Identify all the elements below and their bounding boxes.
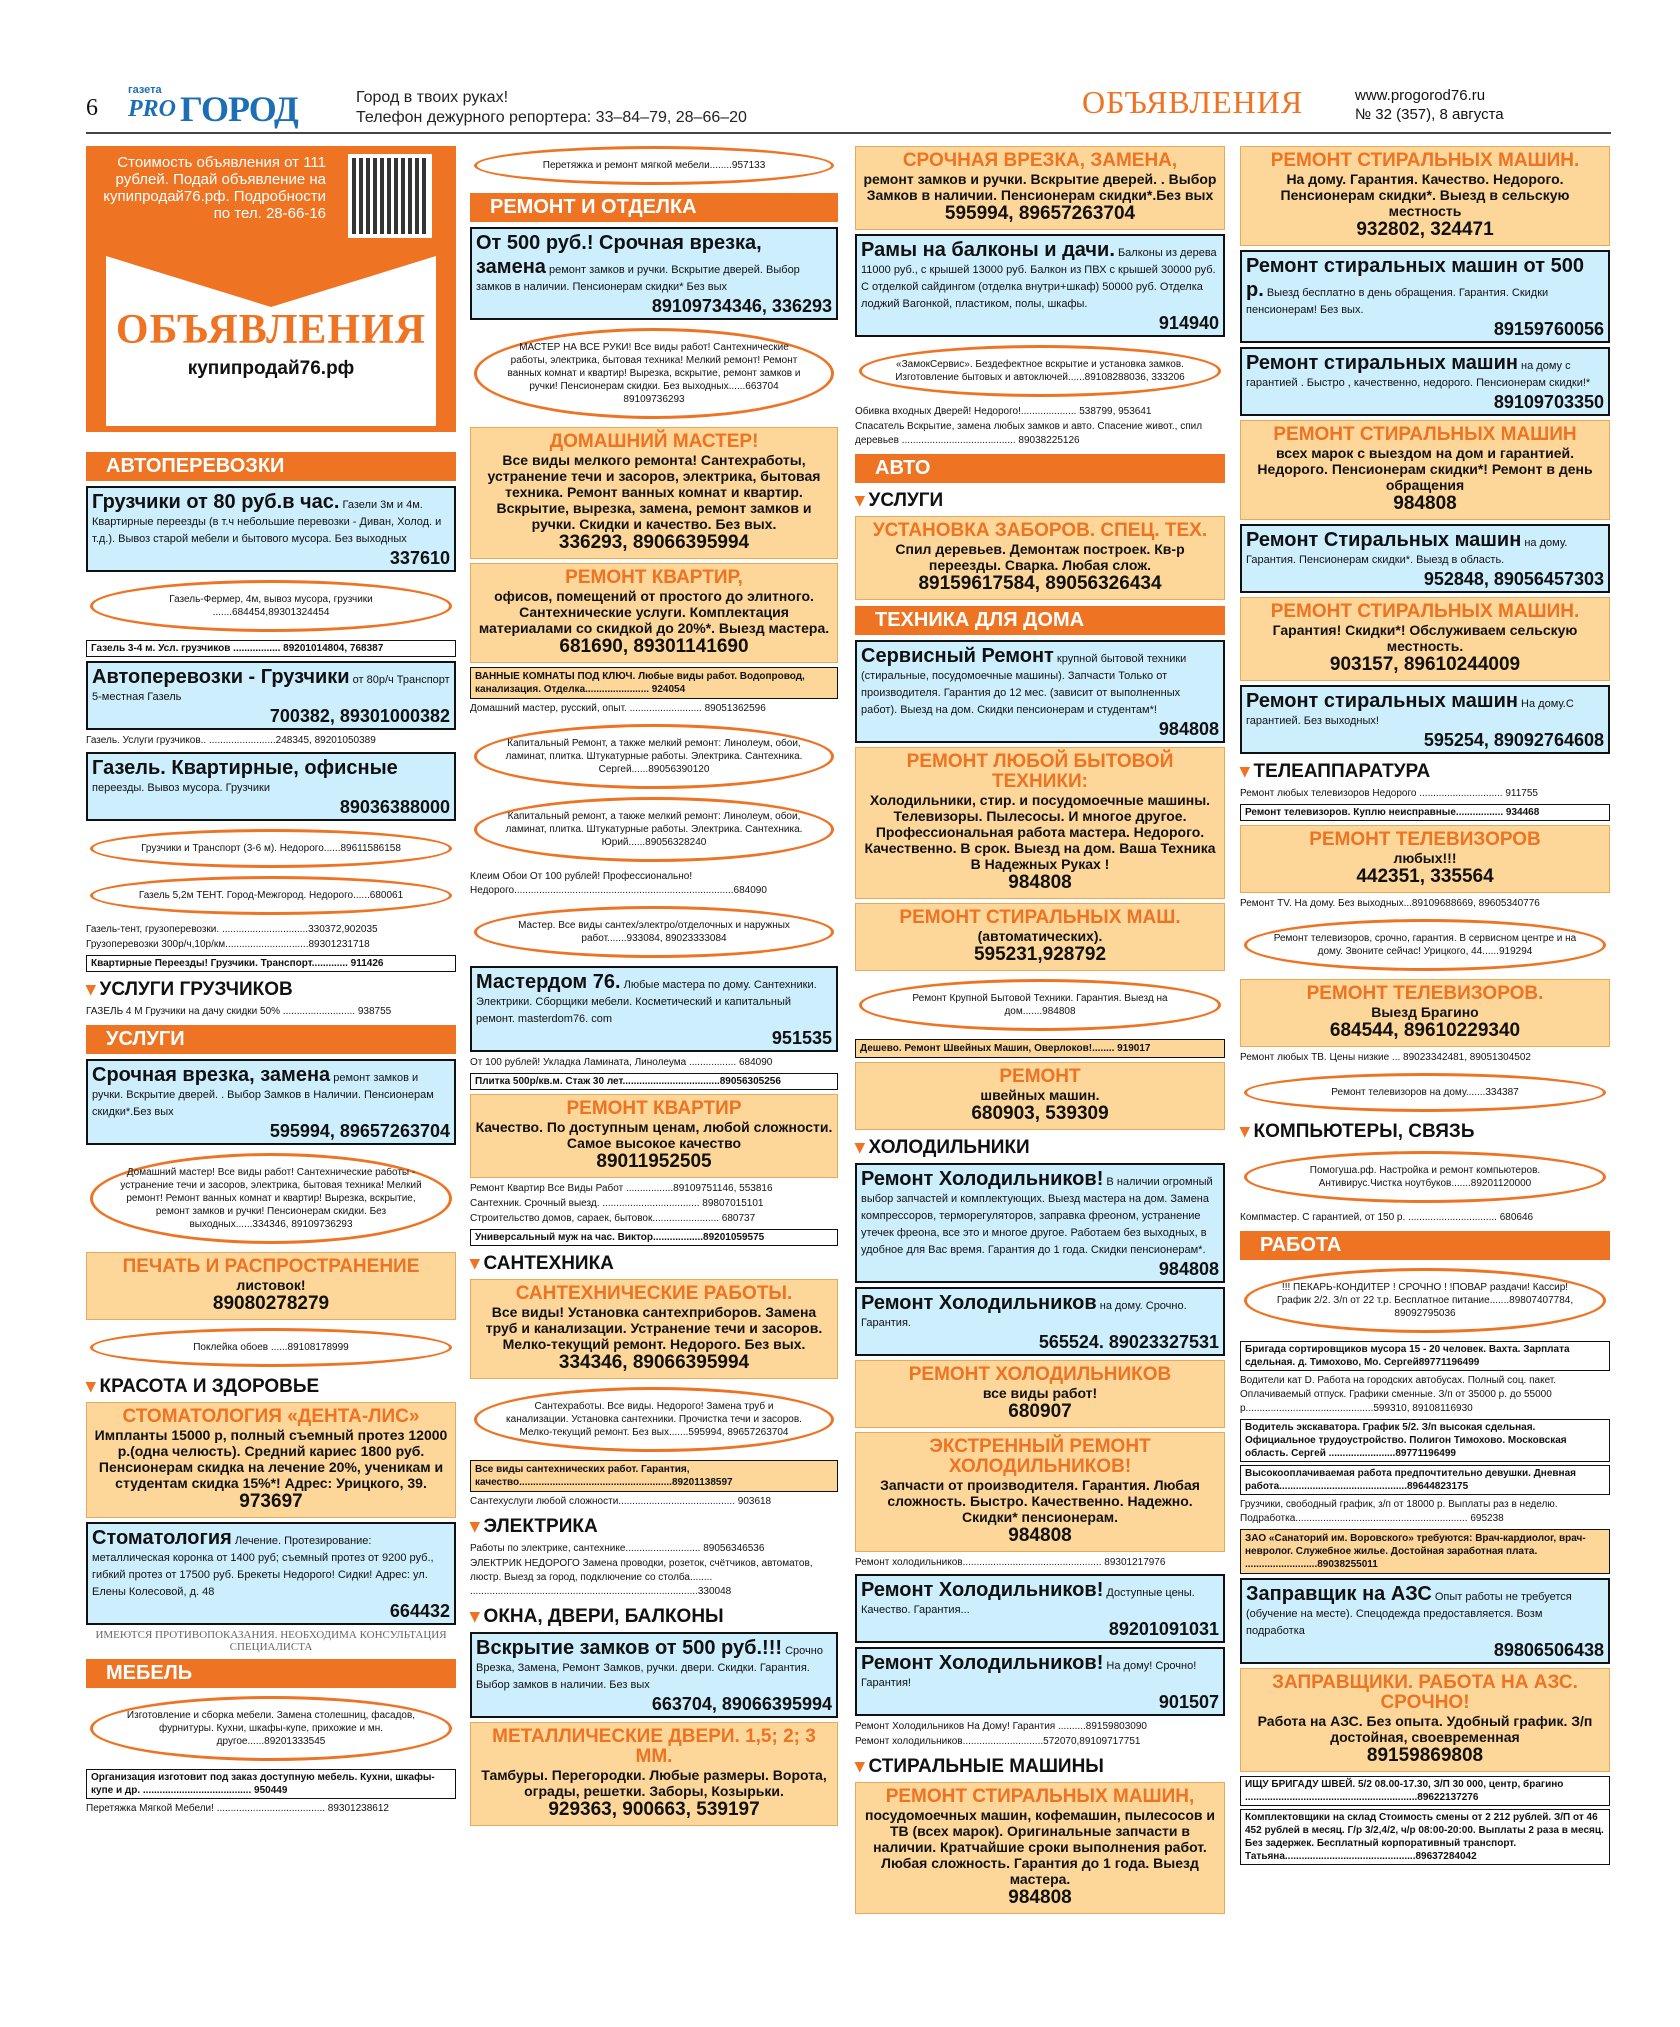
boxed-ad: Бригада сортировщиков мусора 15 - 20 человек. Вахта. Зарплата сдельная. д. Тимохово, Мо. Сергей89771196499 xyxy=(1240,1341,1610,1371)
line-ad: Домашний мастер, русский, опыт. .......................... 89051362596 xyxy=(470,703,766,714)
subcategory-header: ▾ ЭЛЕКТРИКА xyxy=(470,1515,838,1538)
boxed-ad: Универсальный муж на час. Виктор..................89201059575 xyxy=(470,1229,838,1246)
promo-block: Стоимость объявления от 111 рублей. Подай объявление на купипродай76.рф. Подробности по тел. 28-66-16 ОБЪЯВЛЕНИЯ купипродай76.рф xyxy=(86,146,456,432)
circled-ad: Грузчики и Транспорт (3-6 м). Недорого......89611586158 xyxy=(90,829,452,868)
page-header xyxy=(0,0,1680,140)
yellow-ad: Дешево. Ремонт Швейных Машин, Оверлоков!........ 919017 xyxy=(855,1039,1225,1058)
ad-block: Грузчики от 80 руб.в час. Газели 3м и 4м. Квартирные переезды (в т.ч небольшие перевозки - Диван, Холод. и т.д.). Вывоз старой мебели и бытового мусора. Без выходных 337610 xyxy=(86,486,456,572)
ad-block: Мастердом 76. Любые мастера по дому. Сантехники. Электрики. Сборщики мебели. Косметический и капитальный ремонт. masterdom76. com 951535 xyxy=(470,966,838,1052)
yellow-ad: ЗАО «Санаторий им. Воровского» требуются: Врач-кардиолог, врач-невролог. Служебное жилье. Достойная заработная плата. ..........................89038255011 xyxy=(1240,1529,1610,1574)
highlight-ad: РЕМОНТ СТИРАЛЬНЫХ МАШИН. Гарантия! Скидки*! Обслуживаем сельскую местность. 903157, 89610244009 xyxy=(1240,597,1610,681)
line-ad: От 100 рублей! Укладка Ламината, Линолеума ................. 684090 xyxy=(470,1057,773,1068)
line-ad: Ремонт Холодильников На Дому! Гарантия ..........89159803090 xyxy=(855,1721,1147,1732)
highlight-ad: ДОМАШНИЙ МАСТЕР! Все виды мелкого ремонта! Сантехработы, устранение течи и засоров, электрика, бытовая техника. Ремонт ванных комнат и квартир. Вскрытие, вырезка, замена, ремонт замков и ручки. Скидки и качество. Без вых. 336293, 89066395994 xyxy=(470,427,838,559)
subcategory-header: ▾ СТИРАЛЬНЫЕ МАШИНЫ xyxy=(855,1755,1225,1778)
subcategory-header: ▾ ХОЛОДИЛЬНИКИ xyxy=(855,1136,1225,1159)
line-ad: Ремонт холодильников.................................................. 89301217976 xyxy=(855,1557,1166,1568)
boxed-ad: Комплектовщики на склад Стоимость смены от 2 212 рублей. З/П от 46 452 рублей в месяц. Г/р 3/2,4/2, ч/р 08:00-20:00. Выплаты 2 раза в месяц. Без задержек. Бесплатный корпоративный транспорт. Татьяна...............................................89637284042 xyxy=(1240,1809,1610,1865)
line-ad: Ремонт любых ТВ. Цены низкие ... 89023342481, 89051304502 xyxy=(1240,1052,1531,1063)
highlight-ad: САНТЕХНИЧЕСКИЕ РАБОТЫ. Все виды! Установка сантехприборов. Замена труб и канализации. Устранение течи и засоров. Мелко-текущий ремонт. Недорого. Без вых. 334346, 89066395994 xyxy=(470,1279,838,1379)
highlight-ad: РЕМОНТ СТИРАЛЬНЫХ МАШИН. На дому. Гарантия. Качество. Недорого. Пенсионерам скидки*. Выезд в сельскую местность 932802, 324471 xyxy=(1240,146,1610,246)
line-ad: Ремонт TV. На дому. Без выходных...89109688669, 89605340776 xyxy=(1240,898,1540,909)
ad-block: Ремонт Стиральных машин на дому. Гарантия. Пенсионерам скидки*. Выезд в область. 952848, 89056457303 xyxy=(1240,524,1610,593)
boxed-ad: Водитель экскаватора. График 5/2. З/п высокая сдельная. Официальное трудоустройство. Полигон Тимохово. Московская область. Сергей ........................89771196499 xyxy=(1240,1419,1610,1462)
circled-ad: Ремонт телевизоров на дому.......334387 xyxy=(1244,1073,1606,1112)
ad-block: Стоматология Лечение. Протезирование: металлическая коронка от 1400 руб; съемный протез от 9200 руб., гибкий протез от 17500 руб. Брекеты Недорого! Сидки! Адрес: ул. Елены Колесовой, д. 48 664432 xyxy=(86,1522,456,1625)
category-header: РАБОТА xyxy=(1240,1231,1610,1260)
highlight-ad: РЕМОНТ КВАРТИР Качество. По доступным ценам, любой сложности. Самое высокое качество 89011952505 xyxy=(470,1094,838,1178)
line-ad: Перетяжка Мягкой Мебели! ....................................... 89301238612 xyxy=(86,1803,389,1814)
ad-block: Ремонт Холодильников! Доступные цены. Качество. Гарантия... 89201091031 xyxy=(855,1574,1225,1643)
ad-block: Ремонт стиральных машин на дому с гарантией . Быстро , качественно, недорого. Пенсионерам скидки!* 89109703350 xyxy=(1240,347,1610,416)
line-ad: Компмастер. С гарантией, от 150 р. ................................ 680646 xyxy=(1240,1212,1534,1223)
column-2 xyxy=(470,146,838,1830)
highlight-ad: РЕМОНТ ХОЛОДИЛЬНИКОВ все виды работ! 680907 xyxy=(855,1360,1225,1428)
circled-ad: МАСТЕР НА ВСЕ РУКИ! Все виды работ! Сантехнические работы, электрика, бытовая техника! Мелкий ремонт! Ремонт ванных комнат и квартир! Вырезка, вскрытие, ремонт замков и ручки! Пенсионерам скидки. Без выходных......663704 89109736293 xyxy=(474,328,834,419)
highlight-ad: ЗАПРАВЩИКИ. РАБОТА НА АЗС. СРОЧНО! Работа на АЗС. Без опыта. Удобный график. З/п достойная, своевременная 89159869808 xyxy=(1240,1668,1610,1772)
section-title: ОБЪЯВЛЕНИЯ xyxy=(1082,84,1304,120)
subcategory-header: ▾ КРАСОТА И ЗДОРОВЬЕ xyxy=(86,1375,456,1398)
highlight-ad: РЕМОНТ ТЕЛЕВИЗОРОВ. Выезд Брагино 684544, 89610229340 xyxy=(1240,979,1610,1047)
line-ad: Грузчики, свободный график, з/п от 18000 р. Выплаты раз в неделю. Подработка.............................................................. 695238 xyxy=(1240,1499,1558,1524)
line-ad: ЭЛЕКТРИК НЕДОРОГО Замена проводки, розеток, счётчиков, автоматов, люстр. Выезд за город, подключение со столба........ ..................................................................................330048 xyxy=(470,1558,813,1597)
qr-code-icon xyxy=(348,154,432,238)
highlight-ad: РЕМОНТ СТИРАЛЬНЫХ МАШИН, посудомоечных машин, кофемашин, пылесосов и ТВ (всех марок). Оригинальные запчасти в наличии. Кратчайшие сроки выполнения работ. Любая сложность. Гарантия до 1 года. Выезд мастера. 984808 xyxy=(855,1782,1225,1914)
line-ad: ГАЗЕЛЬ 4 М Грузчики на дачу скидки 50% .......................... 938755 xyxy=(86,1006,392,1017)
ad-block: Ремонт стиральных машин от 500 р. Выезд бесплатно в день обращения. Гарантия. Скидки пенсионерам! Без вых. 89159760056 xyxy=(1240,250,1610,343)
ad-block: Ремонт Холодильников! В наличии огромный выбор запчастей и комплектующих. Выезд мастера на дом. Замена компрессоров, терморегуляторов, заправка фреоном, устранение утечек фреона, все это и многое другое. Работаем без выходных, в удобное для Вас время. Гарантия до 1 года. Скидки пенсионерам*. 984808 xyxy=(855,1163,1225,1283)
boxed-ad: Квартирные Переезды! Грузчики. Транспорт............. 911426 xyxy=(86,955,456,972)
circled-ad: Мастер. Все виды сантех/электро/отделочных и наружных работ.......933084, 89023333084 xyxy=(474,906,834,958)
line-ad: Строительство домов, сарaек, бытовок........................ 680737 xyxy=(470,1213,756,1224)
line-ad: Клеим Обои От 100 рублей! Профессионально! Недорого...............................................................................684090 xyxy=(470,871,767,896)
line-ad: Грузоперевозки 300р/ч,10р/км..............................89301231718 xyxy=(86,939,370,950)
line-ad: Водители кат D. Работа на городских автобусах. Полный соц. пакет. Оплачиваемый отпуск. Графики сменные. З/п от 35000 р. до 55000 р..............................................599310, 89108116930 xyxy=(1240,1375,1557,1414)
circled-ad: Поклейка обоев ......89108178999 xyxy=(90,1328,452,1367)
ad-block: Заправщик на АЗС Опыт работы не требуется (обучение на месте). Спецодежда предоставляется. Возм подработка 89806506438 xyxy=(1240,1578,1610,1664)
medical-disclaimer: ИМЕЮТСЯ ПРОТИВОПОКАЗАНИЯ. НЕОБХОДИМА КОНСУЛЬТАЦИЯ СПЕЦИАЛИСТА xyxy=(95,1629,447,1653)
subcategory-header: ▾ ОКНА, ДВЕРИ, БАЛКОНЫ xyxy=(470,1605,838,1628)
page-number: 6 xyxy=(86,95,98,121)
line-ad: Газель. Услуги грузчиков.. ........................248345, 89201050389 xyxy=(86,735,376,746)
category-header: УСЛУГИ xyxy=(86,1025,456,1054)
ad-block: От 500 руб.! Срочная врезка, замена ремонт замков и ручки. Вскрытие дверей. Выбор замков в наличии. Пенсионерам скидки* Без вых 89109734346, 336293 xyxy=(470,227,838,320)
ad-block: Сервисный Ремонт крупной бытовой техники (стиральные, посудомоечные машины). Запчасти Только от производителя. Гарантия до 12 мес. (зависит от выполненных работ). Выезд на дом. Скидки пенсионерам и студентам*! 984808 xyxy=(855,640,1225,743)
tagline: Город в твоих руках! Телефон дежурного репортера: 33–84–79, 28–66–20 xyxy=(356,89,747,126)
circled-ad: Ремонт телевизоров, срочно, гарантия. В сервисном центре и на дому. Звоните сейчас! Урицкого, 44......919294 xyxy=(1244,919,1606,971)
subcategory-header: ▾ ТЕЛЕАППАРАТУРА xyxy=(1240,760,1610,783)
highlight-ad: РЕМОНТ ТЕЛЕВИЗОРОВ любых!!! 442351, 335564 xyxy=(1240,825,1610,893)
circled-ad: Перетяжка и ремонт мягкой мебели........957133 xyxy=(474,146,834,185)
ad-block: Срочная врезка, замена ремонт замков и ручки. Вскрытие дверей. . Выбор Замков в Наличии. Пенсионерам скидки*.Без вых 595994, 89657263704 xyxy=(86,1059,456,1145)
yellow-ad: ВАННЫЕ КОМНАТЫ ПОД КЛЮЧ. Любые виды работ. Водопровод, канализация. Отделка....................... 924054 xyxy=(470,667,838,699)
highlight-ad: РЕМОНТ ЛЮБОЙ БЫТОВОЙ ТЕХНИКИ: Холодильники, стир. и посудомоечные машины. Телевизоры. Пылесосы. И многое другое. Профессиональная работа мастера. Недорого. Качественно. В срок. Выезд на дом. Ваша Техника В Надежных Руках ! 984808 xyxy=(855,747,1225,899)
subcategory-header: ▾ САНТЕХНИКА xyxy=(470,1252,838,1275)
subcategory-header: ▾ УСЛУГИ ГРУЗЧИКОВ xyxy=(86,978,456,1001)
highlight-ad: УСТАНОВКА ЗАБОРОВ. СПЕЦ. ТЕХ. Спил деревьев. Демонтаж построек. Кв-р переезды. Сварка. Любая слож. 89159617584, 89056326434 xyxy=(855,516,1225,600)
highlight-ad: РЕМОНТ СТИРАЛЬНЫХ МАШИН всех марок с выездом на дом и гарантией. Недорого. Пенсионерам скидки*! Ремонт в день обращения 984808 xyxy=(1240,420,1610,520)
line-ad: Ремонт холодильников.............................572070,89109717751 xyxy=(855,1736,1141,1747)
boxed-ad: Плитка 500р/кв.м. Стаж 30 лет...................................89056305256 xyxy=(470,1073,838,1090)
circled-ad: Домашний мастер! Все виды работ! Сантехнические работы - устранение течи и засоров, электрика, бытовая техника! Мелкий ремонт! Ремонт ванных комнат и квартир! Вырезка, вскрытие, ремонт замков и ручки! Пенсионерам скидки. Без выходных......334346, 89109736293 xyxy=(90,1153,452,1244)
boxed-ad: Высокооплачиваемая работа предпочтительно девушки. Дневная работа..............................................89644823175 xyxy=(1240,1465,1610,1495)
highlight-ad: МЕТАЛЛИЧЕСКИЕ ДВЕРИ. 1,5; 2; 3 ММ. Тамбуры. Перегородки. Любые размеры. Ворота, ограды, решетки. Заборы, Козырьки. 929363, 900663, 539197 xyxy=(470,1722,838,1826)
category-header: АВТО xyxy=(855,454,1225,483)
ad-block: Ремонт Холодильников! На дому! Срочно! Гарантия! 901507 xyxy=(855,1647,1225,1716)
highlight-ad: РЕМОНТ швейных машин. 680903, 539309 xyxy=(855,1062,1225,1130)
promo-title: ОБЪЯВЛЕНИЯ xyxy=(115,307,427,353)
highlight-ad: ПЕЧАТЬ И РАСПРОСТРАНЕНИЕ листовок! 89080278279 xyxy=(86,1252,456,1320)
circled-ad: !!! ПЕКАРЬ-КОНДИТЕР ! СРОЧНО ! !ПОВАР раздачи! Кассир! График 2/2. З/п от 22 т.р. Бесплатное питание.......89807407784, 89092795036 xyxy=(1244,1268,1606,1333)
category-header: РЕМОНТ И ОТДЕЛКА xyxy=(470,193,838,222)
issue-info: www.progorod76.ru № 32 (357), 8 августа xyxy=(1355,87,1504,123)
circled-ad: «ЗамокСервис». Бездефектное вскрытие и установка замков. Изготовление бытовых и автоключей......89108288036, 333206 xyxy=(859,345,1221,397)
highlight-ad: РЕМОНТ СТИРАЛЬНЫХ МАШ. (автоматических). 595231,928792 xyxy=(855,903,1225,971)
line-ad: Сантехник. Срочный выезд. ................................... 89807015101 xyxy=(470,1198,764,1209)
circled-ad: Газель-Фермер, 4м, вывоз мусора, грузчики .......684454,89301324454 xyxy=(90,580,452,632)
highlight-ad: ЭКСТРЕННЫЙ РЕМОНТ ХОЛОДИЛЬНИКОВ! Запчасти от производителя. Гарантия. Любая сложность. Быстро. Качественно. Надежно. Скидки* пенсионерам. 984808 xyxy=(855,1432,1225,1552)
ad-block: Ремонт Холодильников на дому. Срочно. Гарантия. 565524. 89023327531 xyxy=(855,1287,1225,1356)
category-header: МЕБЕЛЬ xyxy=(86,1659,456,1688)
boxed-ad: Организация изготовит под заказ доступную мебель. Кухни, шкафы-купе и др. ....................................... 950449 xyxy=(86,1769,456,1799)
boxed-ad: Ремонт телевизоров. Куплю неисправные................. 934468 xyxy=(1240,804,1610,821)
ad-block: Вскрытие замков от 500 руб.!!! Срочно Врезка, Замена, Ремонт Замков, ручки. двери. Скидки. Гарантия. Выбор замков в наличии. Без вых 663704, 89066395994 xyxy=(470,1632,838,1718)
category-header: ТЕХНИКА ДЛЯ ДОМА xyxy=(855,606,1225,635)
column-1 xyxy=(86,146,456,1817)
line-ad: Ремонт любых телевизоров Недорого .............................. 911755 xyxy=(1240,788,1538,799)
ad-block: Автоперевозки - Грузчики от 80р/ч Транспорт 5-местная Газель 700382, 89301000382 xyxy=(86,661,456,730)
circled-ad: Помогуша.рф. Настройка и ремонт компьютеров. Антивирус.Чистка ноутбуков.......89201120000 xyxy=(1244,1151,1606,1203)
yellow-ad: Все виды сантехнических работ. Гарантия, качество.......................................................89201138597 xyxy=(470,1460,838,1492)
line-ad: Обивка входных Дверей! Недорого!.................... 538799, 953641 xyxy=(855,406,1152,417)
boxed-ad: Газель 3-4 м. Усл. грузчиков ................. 89201014804, 768387 xyxy=(86,640,456,657)
highlight-ad: СТОМАТОЛОГИЯ «ДЕНТА-ЛИС» Импланты 15000 р, полный съемный протез 12000 р.(одна челюсть). Средний кариес 1800 руб. Пенсионерам скидка на лечение 20%, ученикам и студентам скидка 15%*! Адрес: Урицкого, 39. 973697 xyxy=(86,1402,456,1518)
category-header: АВТОПЕРЕВОЗКИ xyxy=(86,452,456,481)
line-ad: Работы по электрике, сантехнике........................... 89056346536 xyxy=(470,1543,765,1554)
column-4 xyxy=(1240,146,1610,1868)
ad-block: Ремонт стиральных машин На дому.С гарантией. Без выходных! 595254, 89092764608 xyxy=(1240,685,1610,754)
highlight-ad: СРОЧНАЯ ВРЕЗКА, ЗАМЕНА, ремонт замков и ручки. Вскрытие дверей. . Выбор Замков в наличии. Пенсионерам скидки*.Без вых 595994, 89657263704 xyxy=(855,146,1225,230)
subcategory-header: ▾ КОМПЬЮТЕРЫ, СВЯЗЬ xyxy=(1240,1120,1610,1143)
line-ad: Ремонт Квартир Все Виды Работ .................89109751146, 553816 xyxy=(470,1183,773,1194)
boxed-ad: ИЩУ БРИГАДУ ШВЕЙ. 5/2 08.00-17.30, З/П 30 000, центр, брагино ..............................................................89622137276 xyxy=(1240,1776,1610,1806)
circled-ad: Сантехработы. Все виды. Недорого! Замена труб и канализации. Установка сантехники. Прочистка течи и засоров. Мелко-текущий ремонт. Без вых.......595994, 89657263704 xyxy=(474,1387,834,1452)
line-ad: Сантехуслуги любой сложности.......................................... 903618 xyxy=(470,1496,772,1507)
circled-ad: Капитальный ремонт, а также мелкий ремонт: Линолеум, обои, ламинат, плитка. Штукатурные работы. Электрика. Сантехника. Юрий......89056328240 xyxy=(474,797,834,862)
header-rule xyxy=(86,132,1611,134)
circled-ad: Капитальный Ремонт, а также мелкий ремонт: Линолеум, обои, ламинат, плитка. Штукатурные работы. Электрика. Сантехника. Сергей......89056390120 xyxy=(474,724,834,789)
line-ad: Газель-тент, грузоперевозки. ...............................330372,902035 xyxy=(86,924,378,935)
highlight-ad: РЕМОНТ КВАРТИР, офисов, помещений от простого до элитного. Сантехнические услуги. Комплектация материалами со скидкой до 20%*. Выезд мастера. 681690, 89301141690 xyxy=(470,563,838,663)
circled-ad: Ремонт Крупной Бытовой Техники. Гарантия. Выезд на дом.......984808 xyxy=(859,979,1221,1031)
column-3 xyxy=(855,146,1225,1918)
promo-site: купипродай76.рф xyxy=(187,358,355,379)
subcategory-header: ▾ УСЛУГИ xyxy=(855,489,1225,512)
ad-block: Газель. Квартирные, офисные переезды. Вывоз мусора. Грузчики 89036388000 xyxy=(86,752,456,821)
newspaper-logo: газета PRO ГОРОД xyxy=(128,84,298,129)
circled-ad: Газель 5,2м ТЕНТ. Город-Межгород. Недорого......680061 xyxy=(90,876,452,915)
line-ad: Спасатель Вскрытие, замена любых замков и авто. Спасение живот., спил деревьев ......................................... 89038225126 xyxy=(855,421,1203,446)
circled-ad: Изготовление и сборка мебели. Замена столешниц, фасадов, фурнитуры. Кухни, шкафы-купе, прихожие и мн. другое......89201333545 xyxy=(90,1696,452,1761)
ad-block: Рамы на балконы и дачи. Балконы из дерева 11000 руб., с крышей 13000 руб. Балкон из ПВХ с крышей 30000 руб. С отделкой сайдингом (отделка внутри+шкаф) 50000 руб. Отделка лоджий Вагонкой, пластиком, полы, шкафы. 914940 xyxy=(855,234,1225,337)
